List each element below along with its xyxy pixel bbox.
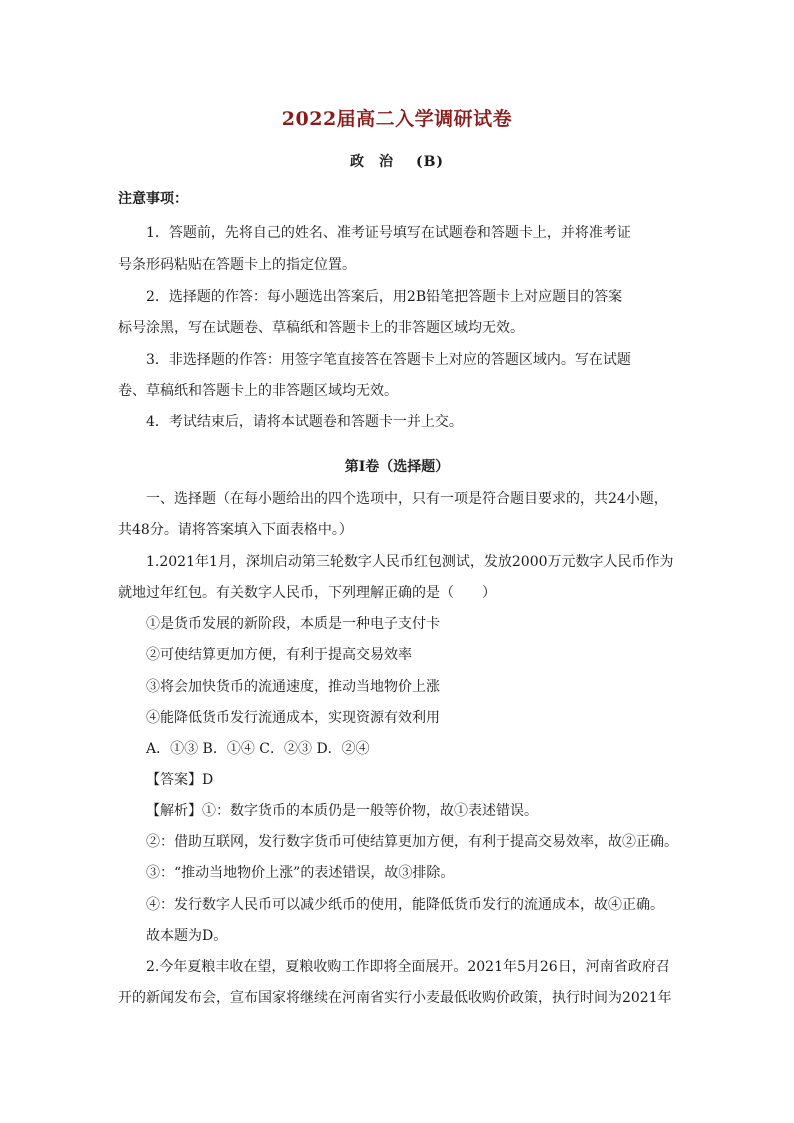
note-3-line-1: 3．非选择题的作答：用签字笔直接答在答题卡上对应的答题区域内。写在试题 [146,352,631,368]
q1-analysis-4: ④：发行数字人民币可以减少纸币的使用，能降低货币发行的流通成本，故④正确。 [146,897,664,913]
note-3-line-2: 卷、草稿纸和答题卡上的非答题区域均无效。 [118,383,398,399]
subject-char-2: 治 [378,154,394,170]
note-2-line-2: 标号涂黑，写在试题卷、草稿纸和答题卡上的非答题区域均无效。 [118,320,524,336]
q2-stem-line-2: 开的新闻发布会，宣布国家将继续在河南省实行小麦最低收购价政策，执行时间为2021年 [118,990,672,1006]
q1-option-3: ③将会加快货币的流通速度，推动当地物价上涨 [146,679,440,695]
note-1-line-2: 号条形码粘贴在答题卡上的指定位置。 [118,257,356,273]
q1-conclusion: 故本题为D。 [146,928,228,944]
section-heading: 第Ⅰ卷（选择题） [344,459,450,475]
q2-stem-line-1: 2.今年夏粮丰收在望，夏粮收购工作即将全面展开。2021年5月26日，河南省政府召 [146,959,670,975]
note-2-line-1: 2．选择题的作答：每小题选出答案后，用2B铅笔把答题卡上对应题目的答案 [146,289,623,305]
section-intro-line-1: 一、选择题（在每小题给出的四个选项中，只有一项是符合题目要求的，共24小题， [146,491,668,507]
q1-choices: A．①③ B．①④ C．②③ D．②④ [146,741,370,757]
q1-stem-line-2: 就地过年红包。有关数字人民币，下列理解正确的是（ ） [118,585,496,601]
subject-char-1: 政 [349,154,365,170]
note-1-line-1: 1．答题前，先将自己的姓名、准考证号填写在试题卷和答题卡上，并将准考证 [146,225,631,241]
exam-subject [0,151,794,171]
exam-title: 2022届高二入学调研试卷 [281,108,513,130]
paper-version: (B) [415,154,445,170]
notes-heading: 注意事项： [118,191,188,207]
q1-option-2: ②可使结算更加方便，有利于提高交易效率 [146,647,412,663]
q1-analysis-3: ③：“推动当地物价上涨”的表述错误，故③排除。 [146,865,455,881]
q1-analysis-2: ②：借助互联网，发行数字货币可使结算更加方便，有利于提高交易效率，故②正确。 [146,834,678,850]
q1-answer: 【答案】D [146,772,214,788]
q1-analysis-1: 【解析】①：数字货币的本质仍是一般等价物，故①表述错误。 [146,803,538,819]
q1-option-4: ④能降低货币发行流通成本，实现资源有效利用 [146,710,440,726]
note-4: 4．考试结束后，请将本试题卷和答题卡一并上交。 [146,414,463,430]
q1-stem-line-1: 1.2021年1月，深圳启动第三轮数字人民币红包测试，发放2000万元数字人民币作为 [146,554,674,570]
q1-option-1: ①是货币发展的新阶段，本质是一种电子支付卡 [146,616,440,632]
section-intro-line-2: 共48分。请将答案填入下面表格中。） [118,522,353,538]
